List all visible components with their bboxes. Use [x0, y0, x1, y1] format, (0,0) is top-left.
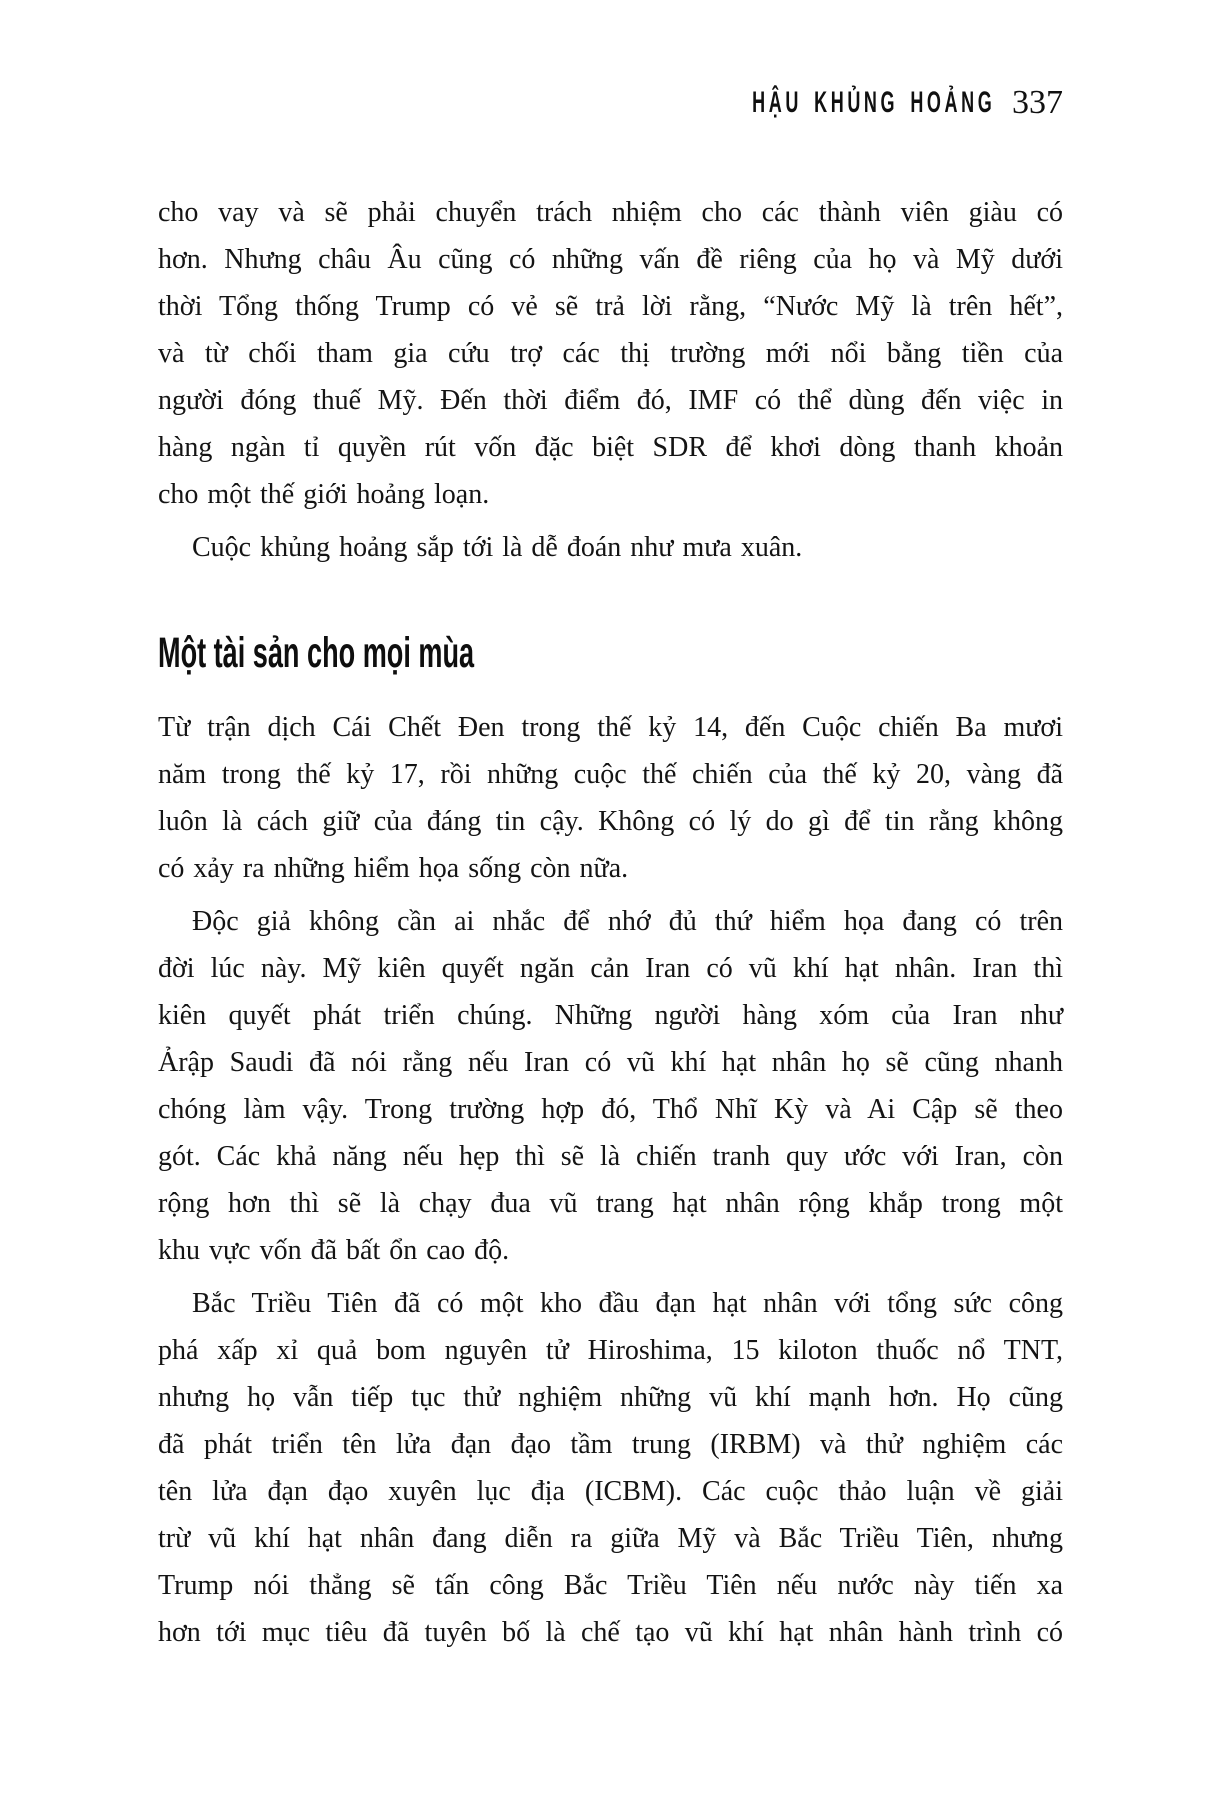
body-text [158, 189, 1063, 1656]
section-heading-text: Một tài sản cho mọi mùa [158, 629, 475, 677]
text-line: khu vực vốn đã bất ổn cao độ. [158, 1235, 510, 1266]
text-line: luôn là cách giữ của đáng tin cậy. Không có lý do gì để tin rằng không [158, 806, 1063, 837]
text-line: phá xấp xỉ quả bom nguyên tử Hiroshima, 15 kiloton thuốc nổ TNT, [158, 1335, 1063, 1366]
section-heading [158, 628, 1063, 678]
text-line: hơn. Nhưng châu Âu cũng có những vấn đề riêng của họ và Mỹ dưới [158, 244, 1063, 275]
paragraph [158, 704, 1063, 892]
running-header-title: HẬU KHỦNG HOẢNG [751, 86, 995, 119]
text-line: Cuộc khủng hoảng sắp tới là dễ đoán như mưa xuân. [192, 532, 803, 563]
text-line: gót. Các khả năng nếu hẹp thì sẽ là chiến tranh quy ước với Iran, còn [158, 1141, 1063, 1172]
text-line: đời lúc này. Mỹ kiên quyết ngăn cản Iran có vũ khí hạt nhân. Iran thì [158, 953, 1063, 984]
text-line: Trump nói thẳng sẽ tấn công Bắc Triều Tiên nếu nước này tiến xa [158, 1570, 1063, 1601]
paragraph [158, 524, 1063, 571]
paragraph [158, 189, 1063, 518]
text-line: Từ trận dịch Cái Chết Đen trong thế kỷ 14, đến Cuộc chiến Ba mươi [158, 712, 1063, 743]
text-line: trừ vũ khí hạt nhân đang diễn ra giữa Mỹ và Bắc Triều Tiên, nhưng [158, 1523, 1063, 1554]
text-line: người đóng thuế Mỹ. Đến thời điểm đó, IMF có thể dùng đến việc in [158, 385, 1063, 416]
text-line: và từ chối tham gia cứu trợ các thị trường mới nổi bằng tiền của [158, 338, 1063, 369]
text-line: năm trong thế kỷ 17, rồi những cuộc thế chiến của thế kỷ 20, vàng đã [158, 759, 1063, 790]
text-line: Bắc Triều Tiên đã có một kho đầu đạn hạt nhân với tổng sức công [192, 1288, 1063, 1319]
paragraph [158, 1280, 1063, 1656]
text-line: cho một thế giới hoảng loạn. [158, 479, 490, 510]
page-number: 337 [1012, 84, 1063, 121]
text-line: nhưng họ vẫn tiếp tục thử nghiệm những vũ khí mạnh hơn. Họ cũng [158, 1382, 1063, 1413]
text-line: Ảrập Saudi đã nói rằng nếu Iran có vũ khí hạt nhân họ sẽ cũng nhanh [158, 1047, 1063, 1078]
text-line: tên lửa đạn đạo xuyên lục địa (ICBM). Các cuộc thảo luận về giải [158, 1476, 1063, 1507]
text-line: đã phát triển tên lửa đạn đạo tầm trung (IRBM) và thử nghiệm các [158, 1429, 1063, 1460]
running-header [563, 78, 1063, 120]
text-line: chóng làm vậy. Trong trường hợp đó, Thổ Nhĩ Kỳ và Ai Cập sẽ theo [158, 1094, 1063, 1125]
paragraph [158, 898, 1063, 1274]
text-line: hơn tới mục tiêu đã tuyên bố là chế tạo vũ khí hạt nhân hành trình có [158, 1617, 1063, 1648]
text-line: hàng ngàn tỉ quyền rút vốn đặc biệt SDR để khơi dòng thanh khoản [158, 432, 1063, 463]
text-line: cho vay và sẽ phải chuyển trách nhiệm cho các thành viên giàu có [158, 197, 1063, 228]
text-line: rộng hơn thì sẽ là chạy đua vũ trang hạt nhân rộng khắp trong một [158, 1188, 1063, 1219]
text-line: Độc giả không cần ai nhắc để nhớ đủ thứ hiểm họa đang có trên [192, 906, 1063, 937]
text-line: kiên quyết phát triển chúng. Những người hàng xóm của Iran như [158, 1000, 1063, 1031]
text-line: thời Tổng thống Trump có vẻ sẽ trả lời rằng, “Nước Mỹ là trên hết”, [158, 291, 1063, 322]
text-line: có xảy ra những hiểm họa sống còn nữa. [158, 853, 629, 884]
